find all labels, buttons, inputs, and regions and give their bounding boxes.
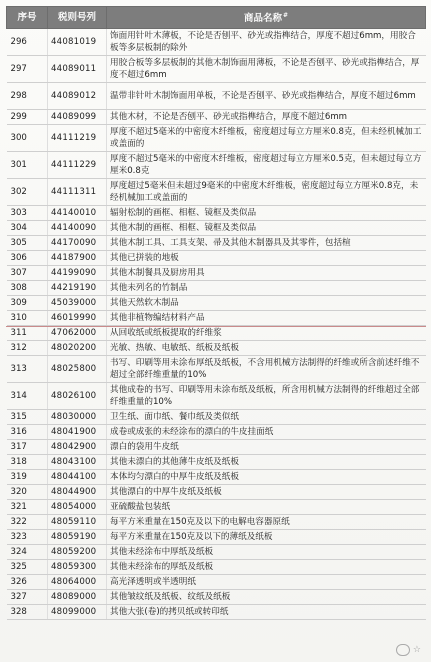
- row-seq-cell: 322: [7, 515, 48, 530]
- row-seq-cell: 323: [7, 530, 48, 545]
- table-row: [7, 206, 426, 221]
- row-seq-cell: 296: [7, 29, 48, 56]
- table-row: [7, 281, 426, 296]
- row-name-cell: 高光泽透明或半透明纸: [107, 575, 426, 590]
- row-code-cell: 48099000: [48, 605, 107, 620]
- row-seq-cell: 327: [7, 590, 48, 605]
- row-name-cell: 本体均匀漂白的中厚牛皮纸及纸板: [107, 470, 426, 485]
- row-name-cell: 其他已拼装的地板: [107, 251, 426, 266]
- row-name-cell: 其他木制工具、工具支架、帚及其他木制器具及其零件，包括楦: [107, 236, 426, 251]
- table-row: [7, 455, 426, 470]
- table-row: [7, 311, 426, 326]
- row-name-cell: 从回收纸或纸板提取的纤维浆: [107, 326, 426, 341]
- row-name-cell: 其他木制餐具及厨房用具: [107, 266, 426, 281]
- row-name-cell: 厚度不超过5毫米的中密度木纤维板，密度超过每立方厘米0.5克，但未超过每立方厘米0.8克: [107, 152, 426, 179]
- row-seq-cell: 309: [7, 296, 48, 311]
- row-seq-cell: 300: [7, 125, 48, 152]
- row-name-cell: 其他木材，不论是否刨平、砂光或指榫结合，厚度不超过6mm: [107, 110, 426, 125]
- row-code-cell: 44111219: [48, 125, 107, 152]
- row-code-cell: 48042900: [48, 440, 107, 455]
- row-seq-cell: 317: [7, 440, 48, 455]
- row-seq-cell: 305: [7, 236, 48, 251]
- row-code-cell: 44089011: [48, 56, 107, 83]
- table-row: [7, 29, 426, 56]
- row-code-cell: 48064000: [48, 575, 107, 590]
- row-code-cell: 44199090: [48, 266, 107, 281]
- row-seq-cell: 326: [7, 575, 48, 590]
- row-code-cell: 48026100: [48, 383, 107, 410]
- row-name-cell: 其他未列名的竹制品: [107, 281, 426, 296]
- row-code-cell: 48089000: [48, 590, 107, 605]
- table-row: [7, 545, 426, 560]
- row-seq-cell: 302: [7, 179, 48, 206]
- row-code-cell: 48059190: [48, 530, 107, 545]
- row-seq-cell: 316: [7, 425, 48, 440]
- row-seq-cell: 318: [7, 455, 48, 470]
- row-seq-cell: 306: [7, 251, 48, 266]
- row-seq-cell: 324: [7, 545, 48, 560]
- row-seq-cell: 311: [7, 326, 48, 341]
- table-row: [7, 470, 426, 485]
- table-row: [7, 221, 426, 236]
- row-name-cell: 其他木制的画框、相框、镜框及类似品: [107, 221, 426, 236]
- table-row: [7, 56, 426, 83]
- row-code-cell: 44089012: [48, 83, 107, 110]
- table-row: [7, 179, 426, 206]
- row-name-cell: 其他成卷的书写、印刷等用未涂布纸及纸板，所含用机械方法制得的纤维超过全部纤维重量的10%: [107, 383, 426, 410]
- table-row: [7, 341, 426, 356]
- table-row: [7, 605, 426, 620]
- row-name-cell: 其他未经涂布的厚纸及纸板: [107, 560, 426, 575]
- header-name: [107, 7, 426, 29]
- table-row: [7, 251, 426, 266]
- row-code-cell: 44140090: [48, 221, 107, 236]
- table-row: [7, 356, 426, 383]
- row-name-cell: 用胶合板等多层板制的其他木制饰面用薄板，不论是否刨平、砂光或指榫结合，厚度不超过6mm: [107, 56, 426, 83]
- row-name-cell: 厚度不超过5毫米的中密度木纤维板，密度超过每立方厘米0.8克，但未经机械加工或盖面的: [107, 125, 426, 152]
- row-name-cell: 成卷或成张的未经涂布的漂白的牛皮挂面纸: [107, 425, 426, 440]
- row-seq-cell: 325: [7, 560, 48, 575]
- row-code-cell: 48020200: [48, 341, 107, 356]
- table-row: [7, 125, 426, 152]
- table-row: [7, 110, 426, 125]
- table-row: [7, 575, 426, 590]
- header-name-superscript: #: [282, 11, 289, 19]
- row-code-cell: 44187900: [48, 251, 107, 266]
- row-name-cell: 漂白的袋用牛皮纸: [107, 440, 426, 455]
- row-name-cell: 其他皱纹纸及纸板、纹纸及纸板: [107, 590, 426, 605]
- row-seq-cell: 313: [7, 356, 48, 383]
- row-seq-cell: 303: [7, 206, 48, 221]
- row-seq-cell: 301: [7, 152, 48, 179]
- row-name-cell: 其他未漂白的其他薄牛皮纸及纸板: [107, 455, 426, 470]
- table-row: [7, 530, 426, 545]
- table-row: [7, 236, 426, 251]
- row-code-cell: 44219190: [48, 281, 107, 296]
- table-row: [7, 383, 426, 410]
- table-row: [7, 410, 426, 425]
- row-seq-cell: 319: [7, 470, 48, 485]
- table-row: [7, 515, 426, 530]
- row-code-cell: 48054000: [48, 500, 107, 515]
- row-name-cell: 厚度超过5毫米但未超过9毫米的中密度木纤维板，密度超过每立方厘米0.8克，未经机械加工或盖面的: [107, 179, 426, 206]
- table-row: [7, 425, 426, 440]
- row-code-cell: 48059110: [48, 515, 107, 530]
- row-code-cell: 44089099: [48, 110, 107, 125]
- row-name-cell: 饰面用针叶木薄板，不论是否刨平、砂光或指榫结合，厚度不超过6mm，用胶合板等多层板制的除外: [107, 29, 426, 56]
- chat-bubble-icon: [396, 644, 410, 656]
- row-code-cell: 48044100: [48, 470, 107, 485]
- table-row: [7, 590, 426, 605]
- row-seq-cell: 308: [7, 281, 48, 296]
- row-seq-cell: 314: [7, 383, 48, 410]
- row-code-cell: 48043100: [48, 455, 107, 470]
- row-code-cell: 48044900: [48, 485, 107, 500]
- row-name-cell: 每平方米重量在150克及以下的薄纸及纸板: [107, 530, 426, 545]
- row-code-cell: 44111229: [48, 152, 107, 179]
- table-row: [7, 266, 426, 281]
- table-row: [7, 296, 426, 311]
- table-row: [7, 326, 426, 341]
- row-code-cell: 44081019: [48, 29, 107, 56]
- row-seq-cell: 320: [7, 485, 48, 500]
- row-name-cell: 其他未经涂布中厚纸及纸板: [107, 545, 426, 560]
- row-code-cell: 47062000: [48, 326, 107, 341]
- table-row: [7, 485, 426, 500]
- row-seq-cell: 310: [7, 311, 48, 326]
- row-name-cell: 温带非针叶木制饰面用单板，不论是否刨平、砂光或指榫结合，厚度不超过6mm: [107, 83, 426, 110]
- table-row: [7, 152, 426, 179]
- row-seq-cell: 307: [7, 266, 48, 281]
- table-row: [7, 500, 426, 515]
- row-name-cell: 其他非植物编结材料产品: [107, 311, 426, 326]
- row-name-cell: 亚硫酸盐包装纸: [107, 500, 426, 515]
- header-seq: 序号: [7, 7, 48, 29]
- table-body: [7, 29, 426, 620]
- row-seq-cell: 315: [7, 410, 48, 425]
- row-name-cell: 每平方米重量在150克及以下的电解电容器原纸: [107, 515, 426, 530]
- row-code-cell: 48059200: [48, 545, 107, 560]
- row-code-cell: 44140010: [48, 206, 107, 221]
- row-code-cell: 48059300: [48, 560, 107, 575]
- table-header-row: [7, 7, 426, 29]
- row-code-cell: 48041900: [48, 425, 107, 440]
- row-name-cell: 其他大张(卷)的拷贝纸或转印纸: [107, 605, 426, 620]
- row-seq-cell: 299: [7, 110, 48, 125]
- row-name-cell: 光敏、热敏、电敏纸、纸板及纸板: [107, 341, 426, 356]
- row-name-cell: 辐射松制的画框、相框、镜框及类似品: [107, 206, 426, 221]
- row-code-cell: 48030000: [48, 410, 107, 425]
- row-code-cell: 48025800: [48, 356, 107, 383]
- header-name-label: 商品名称: [243, 13, 282, 25]
- row-code-cell: 46019990: [48, 311, 107, 326]
- row-seq-cell: 304: [7, 221, 48, 236]
- row-name-cell: 卫生纸、面巾纸、餐巾纸及类似纸: [107, 410, 426, 425]
- row-seq-cell: 298: [7, 83, 48, 110]
- row-seq-cell: 297: [7, 56, 48, 83]
- tariff-table: [6, 6, 426, 620]
- table-row: [7, 83, 426, 110]
- row-name-cell: 书写、印刷等用未涂布厚纸及纸板，不含用机械方法制得的纤维或所含前述纤维不超过全部纤维重量的10%: [107, 356, 426, 383]
- table-row: [7, 440, 426, 455]
- row-code-cell: 45039000: [48, 296, 107, 311]
- watermark-text: ☆: [412, 645, 421, 655]
- row-seq-cell: 321: [7, 500, 48, 515]
- table-row: [7, 560, 426, 575]
- row-code-cell: 44111311: [48, 179, 107, 206]
- row-seq-cell: 312: [7, 341, 48, 356]
- row-name-cell: 其他天然软木制品: [107, 296, 426, 311]
- row-separator-highlight: [6, 326, 426, 327]
- row-name-cell: 其他漂白的中厚牛皮纸及纸板: [107, 485, 426, 500]
- row-code-cell: 44170090: [48, 236, 107, 251]
- header-code: 税则号列: [48, 7, 107, 29]
- row-seq-cell: 328: [7, 605, 48, 620]
- watermark: [396, 644, 421, 656]
